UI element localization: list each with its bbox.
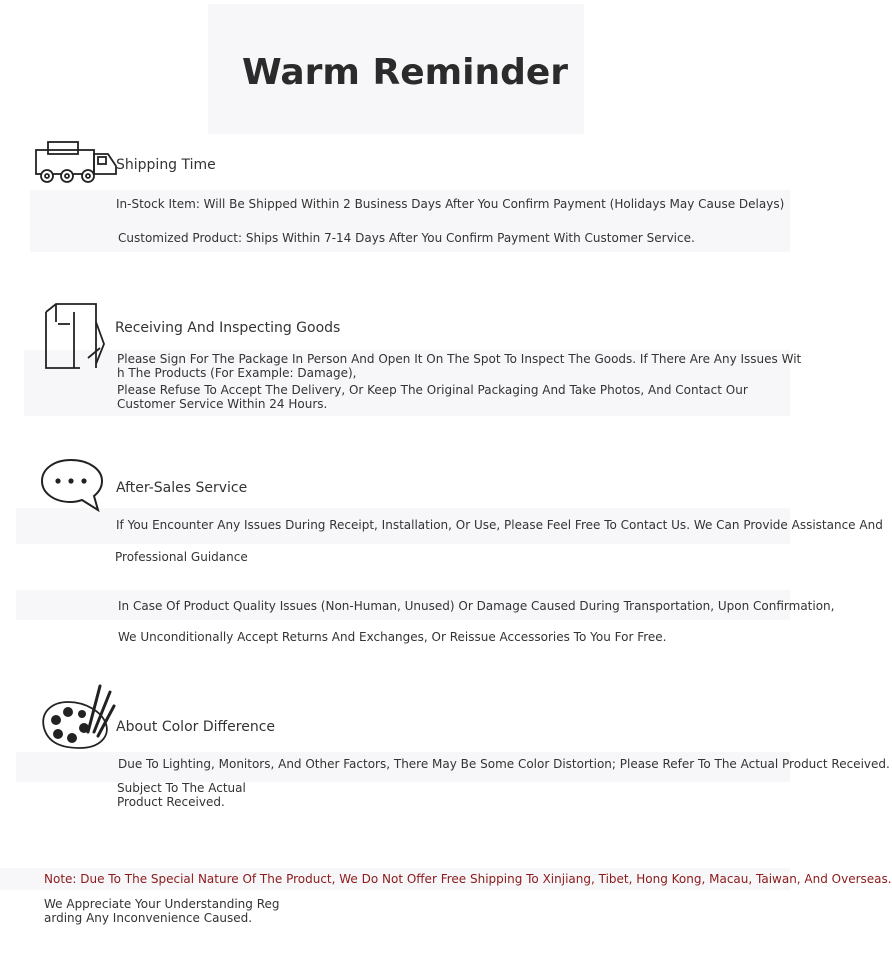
shipping-restriction-note: Note: Due To The Special Nature Of The Product, We Do Not Offer Free Shipping To Xinjiang, Tibet, Hong Kong, Macau, Taiwan, And Overseas. — [44, 872, 892, 886]
shipping-heading: Shipping Time — [116, 157, 216, 173]
aftersales-line-4: We Unconditionally Accept Returns And Exchanges, Or Reissue Accessories To You For Free. — [118, 630, 667, 644]
receiving-line-2b: Customer Service Within 24 Hours. — [117, 397, 328, 411]
apology-line-b: arding Any Inconvenience Caused. — [44, 911, 253, 925]
receiving-line-1b: h The Products (For Example: Damage), — [117, 366, 357, 380]
color-line-1: Due To Lighting, Monitors, And Other Factors, There May Be Some Color Distortion; Please Refer To The Actual Product Received. — [118, 757, 890, 771]
color-line-2b: Product Received. — [117, 795, 225, 809]
aftersales-line-2: Professional Guidance — [115, 550, 248, 564]
chat-bubble-icon — [40, 458, 104, 512]
package-box-icon — [40, 302, 108, 372]
page-title: Warm Reminder — [241, 52, 569, 93]
receiving-line-2a: Please Refuse To Accept The Delivery, Or Keep The Original Packaging And Take Photos, And Contact Our — [117, 383, 748, 397]
paint-palette-icon — [40, 682, 116, 752]
shipping-line-1: In-Stock Item: Will Be Shipped Within 2 Business Days After You Confirm Payment (Holidays May Cause Delays) — [116, 197, 785, 211]
shipping-line-2: Customized Product: Ships Within 7-14 Days After You Confirm Payment With Customer Service. — [118, 231, 695, 245]
color-heading: About Color Difference — [116, 719, 276, 735]
aftersales-heading: After-Sales Service — [116, 480, 248, 496]
apology-line-a: We Appreciate Your Understanding Reg — [44, 897, 280, 911]
aftersales-line-1: If You Encounter Any Issues During Receipt, Installation, Or Use, Please Feel Free To Contact Us. We Can Provide Assistance And — [116, 518, 883, 532]
truck-icon — [34, 140, 120, 186]
receiving-heading: Receiving And Inspecting Goods — [115, 320, 341, 336]
receiving-line-1a: Please Sign For The Package In Person And Open It On The Spot To Inspect The Goods. If There Are Any Issues Wit — [117, 352, 802, 366]
aftersales-line-3: In Case Of Product Quality Issues (Non-Human, Unused) Or Damage Caused During Transportation, Upon Confirmation, — [118, 599, 835, 613]
color-line-2a: Subject To The Actual — [117, 781, 246, 795]
